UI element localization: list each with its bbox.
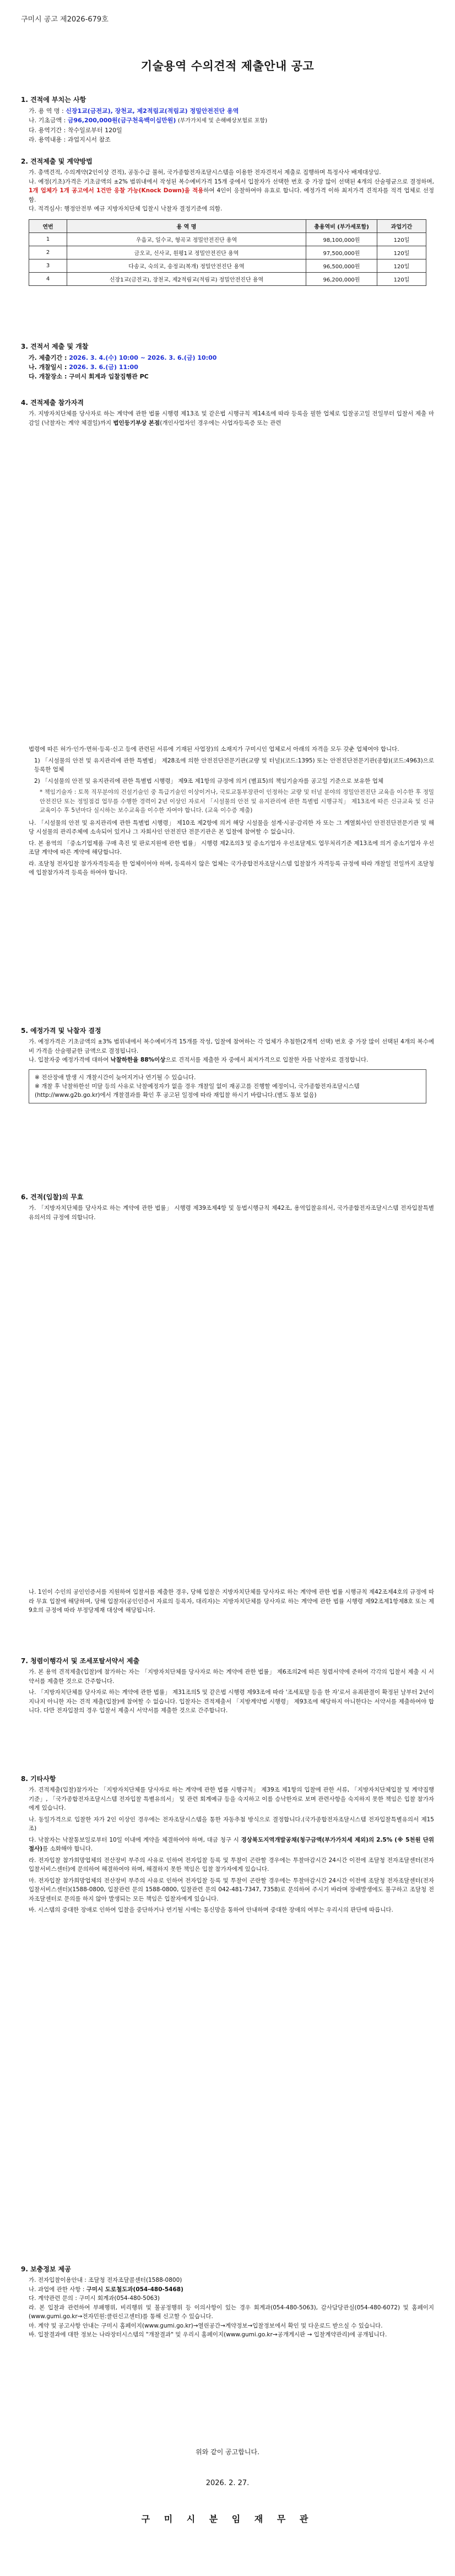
item-service-content: 라. 용역내용 : 과업지시서 참조 bbox=[29, 136, 111, 143]
item-5b-text: 나. 입찰자중 예정가격에 대하여 bbox=[29, 1057, 111, 1063]
item-4d: 라. 조달청 전자입찰 참가자격등록을 한 업체이어야 하며, 등록하지 않은 업체는 국가종합전자조달시스템 입찰참가 자격등록 규정에 따라 개찰일 전일까지 조달청에 입찰참가자격 등록을 하여야 합니다. bbox=[29, 860, 434, 876]
item-base-amount bbox=[29, 116, 434, 126]
col-no: 연번 bbox=[29, 219, 67, 232]
item-4c: 다. 본 용역의 「중소기업제품 구매 촉진 및 판로지원에 관한 법률」 시행령 제2조의3 및 중소기업자 우선조달제도 업무처리기준 제13조에 의거 중소기업자 우선조달 계약에 따른 계약에 해당합니다. bbox=[29, 840, 434, 856]
item-4a-text-end: (개인사업자인 경우에는 사업자등록증 또는 관련 bbox=[160, 419, 281, 426]
section-5 bbox=[21, 1026, 434, 1103]
projects-table bbox=[29, 219, 426, 286]
item-5b bbox=[29, 1056, 434, 1065]
item-7a: 가. 본 용역 견적제출(입찰)에 참가하는 자는 「지방자치단체를 당사자로 하는 계약에 관한 법률」 제6조의2에 따른 청렴서약에 준하여 각각의 입찰서 제출 시 서약서를 제출한 것으로 간주합니다. bbox=[29, 1669, 434, 1685]
item-9b-text: 나. 과업에 관한 사항 : bbox=[29, 2286, 86, 2293]
section-4 bbox=[21, 398, 434, 427]
item-7b: 나. 「지방자치단체를 당사자로 하는 계약에 관한 법률」 제31조의5 및 같은법 시행령 제93조에 따라 '조세포탈 등을 한 자'로서 유죄판결이 확정된 날부터 2년이 지나지 아니한 자는 견적 제출(입찰)에 참여할 수 없습니다. 입찰자는 견적제출서 「지방계약법 시행령」 제93조에 해당하지 아니한다는 서약서를 제출하여야 합니다. 다만 전자입찰의 경우 입찰서 제출시 서약서를 제출한 것으로 간주합니다. bbox=[29, 1689, 434, 1714]
item-8a: 가. 견적제출(입찰)참가자는 「지방자치단체를 당사자로 하는 계약에 관한 법률 시행규칙」 제39조 제1항의 입찰에 관한 서류, 「지방자치단체입찰 및 계약집행기준」, 「국가종합전자조달시스템 전자입찰 특별유의서」 및 관련 회계예규 등을 숙지하고 이를 승낙한자로 보며 관련사항을 숙지하지 못한 책임은 입찰 참가자에게 있습니다. bbox=[29, 1787, 434, 1811]
cell-cost: 97,500,000원 bbox=[306, 246, 377, 259]
service-name-value: 신장1교(금전교), 장천교, 제2적림교(적림교) 정밀안전진단 용역 bbox=[66, 107, 239, 115]
item-4a-note: * 책임기술자 : 토목 직무분야의 건설기술인 중 특급기술인 이상이거나, 국토교통부장관이 인정하는 교량 및 터널 분야의 정밀안전진단 교육을 이수한 후 정밀안전진단 또는 정밀점검 업무를 수행한 경력이 2년 이상인 자로서 「시설물의 안전 및 유지관리에 관한 특별법 시행규칙」 제13조에 따른 신규교육 및 신규교육이수 후 5년마다 실시하는 보수교육을 이수한 자여야 합니다. (교육 이수증 제출) bbox=[40, 789, 434, 814]
item-8d: 라. 전자입찰 참가희망업체의 전산장비 부주의 사유로 인하여 전자입찰 등록 및 투찰이 곤란할 경우에는 투찰마감시간 24시간 이전에 조달청 전자조달센터(전자입찰서비스센터)에 문의하여 해결하여야 하며, 해결하지 못한 책임은 입찰 참가자에게 있습니다. bbox=[29, 1857, 434, 1873]
item-opening-time bbox=[29, 362, 434, 372]
cell-no: 2 bbox=[29, 246, 67, 259]
section-7-heading: 7. 청렴이행각서 및 조세포탈서약서 제출 bbox=[21, 1657, 140, 1665]
item-9b bbox=[29, 2285, 434, 2294]
section-6-heading: 6. 견적(입찰)의 무효 bbox=[21, 1193, 84, 1201]
submit-period-label: 가. 제출기간 : bbox=[29, 354, 67, 361]
document-number: 구미시 공고 제2026-679호 bbox=[21, 15, 109, 24]
opening-time-label: 나. 개찰일시 : bbox=[29, 364, 67, 371]
notice-box: ※ 전산장애 발생 시 개찰시간이 늦어지거나 연기될 수 있습니다. ※ 개찰 후 낙찰하한선 미달 등의 사유로 낙찰예정자가 없을 경우 개찰일 없이 재공고를 진행할 예정이니, 국가종합전자조달시스템(http://www.g2b.go.kr)에서 개찰결과를 확인 후 공고된 일정에 따라 재입찰 하시기 바랍니다.(별도 통보 없음) bbox=[29, 1069, 426, 1103]
item-4a-cont: 법령에 따른 허가·인가·면허·등록·신고 등에 관련된 서류에 기재된 사업장)의 소재지가 구미시인 업체로서 아래의 자격을 모두 갖춘 업체여야 합니다. bbox=[29, 746, 399, 753]
section-8 bbox=[21, 1774, 434, 1915]
item-8f: 바. 시스템의 중대한 장애로 인하여 입찰을 중단하거나 연기될 시에는 통신망을 통하여 안내하며 중대한 장애의 여부는 우리시의 판단에 따릅니다. bbox=[29, 1907, 393, 1913]
section-1 bbox=[21, 95, 434, 144]
cell-period: 120일 bbox=[377, 232, 426, 246]
section-9 bbox=[21, 2264, 434, 2340]
item-4b: 나. 「시설물의 안전 및 유지관리에 관한 특별법 시행령」 제10조 제2항에 의거 해당 시설물을 설계·시공·감리한 자 또는 그 계열회사인 안전진단전문기관 및 해당 시설물의 관리주체에 소속되어 있거나 그 자회사인 안전진단 전문기관은 본 입찰에 참여할 수 없습니다. bbox=[29, 819, 434, 835]
item-9d: 라. 본 입찰과 관련하여 부패행위, 비리행위 및 불공정행위 등 이의사항이 있는 경우 회계과(054-480-5063), 감사담당관실(054-480-6072) 및 홈페이지(www.gumi.go.kr→전자민원:클린신고센터)를 통해 신고할 수 있습니다. bbox=[29, 2304, 434, 2320]
item-submit-period bbox=[29, 353, 434, 362]
cell-no: 4 bbox=[29, 272, 67, 285]
item-5b-text-end: 으로 견적서를 제출한 자 중에서 최저가격으로 입찰한 자를 낙찰자로 결정합니다. bbox=[165, 1057, 369, 1063]
table-row bbox=[29, 272, 426, 285]
cell-service: 다송교, 숙의교, 송정교(복개) 정밀안전진단 용역 bbox=[67, 259, 306, 272]
service-name-label: 가. 용 역 명 : bbox=[29, 107, 64, 115]
cell-cost: 96,200,000원 bbox=[306, 272, 377, 285]
item-8c bbox=[29, 1836, 434, 1854]
item-5a: 가. 예정가격은 기초금액의 ±3% 범위내에서 복수예비가격 15개를 작성, 입찰에 참여하는 각 업체가 추첨한(2개씩 선택) 번호 중 가장 많이 선택된 4개의 복수예비 가격을 산술평균한 금액으로 결정됩니다. bbox=[29, 1038, 434, 1054]
submit-period-value: 2026. 3. 4.(수) 10:00 ~ 2026. 3. 6.(금) 10:00 bbox=[69, 354, 217, 361]
section-3-heading: 3. 견적서 제출 및 개찰 bbox=[21, 343, 89, 350]
base-amount-note: (부가가치세 및 손해배상보험료 포함) bbox=[177, 118, 268, 124]
cell-cost: 96,500,000원 bbox=[306, 259, 377, 272]
cell-period: 120일 bbox=[377, 259, 426, 272]
item-9c: 다. 계약관련 문의 : 구미시 회계과(054-480-5063) bbox=[29, 2295, 160, 2302]
section-5-heading: 5. 예정가격 및 낙찰자 결정 bbox=[21, 1027, 101, 1035]
item-6b: 나. 1인이 수인의 공인인증서를 지원하여 입찰서를 제출한 경우, 당해 입찰은 지방자치단체를 당사자로 하는 계약에 관한 법률 시행규칙 제42조제4호의 규정에 따라 무효 입찰에 해당하며, 당해 입찰자(공인인증서 자료의 등록자, 대리자)는 지방자치단체를 당사자로 하는 계약에 관한 법률 시행령 제92조제1항제8호 또는 제9호의 규정에 따라 부정당제재 대상에 해당됩니다. bbox=[29, 1589, 434, 1614]
section-6 bbox=[21, 1192, 434, 1222]
section-6-continued bbox=[29, 1588, 434, 1615]
page-title: 기술용역 수의견적 제출안내 공고 bbox=[140, 59, 315, 73]
projects-table-wrap bbox=[29, 219, 426, 286]
section-9-heading: 9. 보충정보 제공 bbox=[21, 2265, 71, 2273]
cell-no: 3 bbox=[29, 259, 67, 272]
item-8c-text-end: 를 소화해야 합니다. bbox=[42, 1846, 93, 1852]
item-2a: 가. 총액견적, 수의계약(2인이상 견적), 공동수급 불허, 국가종합전자조달시스템을 이용한 전자견적서 제출로 집행하며 특정사사 배제대상임. bbox=[29, 169, 381, 176]
item-2b-text: 나. 예정(기초)가격은 기초금액의 ±2% 범위내에서 작성된 복수예비가격 15개 중에서 입찰자가 선택한 번호 중 가장 많이 선택된 4개의 산술평균으로 결정하며, bbox=[29, 178, 434, 185]
item-8c-text: 다. 낙찰자는 낙찰통보일로부터 10일 이내에 계약을 체결하여야 하며, 대금 청구 시 bbox=[29, 1836, 241, 1843]
opening-time-value: 2026. 3. 6.(금) 11:00 bbox=[69, 364, 138, 371]
table-row bbox=[29, 232, 426, 246]
issue-date: 2026. 2. 27. bbox=[205, 2479, 250, 2487]
item-8b: 나. 동일가격으로 입찰한 자가 2인 이상인 경우에는 전자조달시스템을 통한 자동추첨 방식으로 결정합니다.(국가종합전자조달시스템 전자입찰특별유의서 제15조) bbox=[29, 1816, 434, 1832]
section-2-heading: 2. 견적제출 및 계약방법 bbox=[21, 158, 93, 165]
item-9e: 마. 계약 및 공고사항 안내는 구미시 홈페이지(www.gumi.go.kr)→열린공간→계약정보→입찰정보에서 확인 및 다운로드 받으실 수 있습니다. bbox=[29, 2322, 383, 2329]
item-service-name bbox=[29, 106, 434, 116]
item-2b-text-end: 하여 4인이 응찰하여야 유효로 합니다. 예정가격 이하 최저가격 견적자를 적격 업체로 선정함. bbox=[29, 187, 434, 203]
cell-cost: 98,100,000원 bbox=[306, 232, 377, 246]
table-row bbox=[29, 259, 426, 272]
closing-text: 위와 같이 공고합니다. bbox=[196, 2448, 259, 2456]
section-8-heading: 8. 기타사항 bbox=[21, 1775, 56, 1783]
item-9b-bold: 구미시 도로철도과(054-480-5468) bbox=[86, 2286, 183, 2293]
col-cost: 총용역비 (부가세포함) bbox=[306, 219, 377, 232]
item-2c: 다. 적격심사: 행정안전부 예규 지방자치단체 입찰시 낙찰자 결정기준에 의함. bbox=[29, 205, 223, 212]
section-3 bbox=[21, 342, 434, 381]
table-row bbox=[29, 246, 426, 259]
cell-period: 120일 bbox=[377, 246, 426, 259]
base-amount-value: 금96,200,000원(금구천육백이십만원) bbox=[67, 117, 176, 124]
item-9f: 바. 입찰결과에 대한 정보는 나라장터시스템의 "개찰결과" 및 우리시 홈페이지(www.gumi.go.kr→공개게시판 → 입찰계약관리)에 공개됩니다. bbox=[29, 2331, 387, 2338]
cell-service: 신장1교(금전교), 장천교, 제2적림교(적림교) 정밀안전진단 용역 bbox=[67, 272, 306, 285]
table-header-row bbox=[29, 219, 426, 232]
item-4a-2: 2) 「시설물의 안전 및 유지관리에 관한 특별법 시행령」 제9조 제1항의 규정에 의거 (별표5)의 책임기술자를 공고일 기준으로 보유한 업체 bbox=[34, 777, 384, 784]
item-9a: 가. 전자입찰이용안내 : 조달청 전자조달콜센터(1588-0800) bbox=[29, 2277, 182, 2283]
item-4a bbox=[29, 409, 434, 427]
section-4-continued bbox=[29, 745, 434, 878]
item-4a-text: 가. 지방자치단체를 당사자로 하는 계약에 관한 법률 시행령 제13조 및 같은법 시행규칙 제14조에 따라 등록을 필한 업체로 입찰공고일 전일부터 입찰서 제출 마감일 (낙찰자는 계약 체결일)까지 bbox=[29, 410, 434, 426]
section-2 bbox=[21, 156, 434, 286]
item-2b bbox=[29, 177, 434, 205]
item-2b-highlight: 1개 업체가 1개 공고에서 1건만 응찰 가능(Knock Down)을 적용 bbox=[29, 187, 204, 194]
item-5b-bold: 낙찰하한율 88%이상 bbox=[110, 1057, 166, 1063]
section-7 bbox=[21, 1656, 434, 1715]
base-amount-label: 나. 기초금액 : bbox=[29, 117, 66, 124]
issuer-signature: 구 미 시 분 임 재 무 관 bbox=[141, 2514, 314, 2524]
item-8e: 마. 전자입찰 참가희망업체의 전산장비 부주의 사유로 인하여 전자입찰 등록 및 투찰이 곤란할 경우에는 투찰마감시간 24시간 이전에 조달청 전자조달센터(전자입찰서비스센터)(1588-0800, 입찰관련 문의 1588-0800, 입찰관련 문의 042-481-7347, 7358)로 문의하여 주시기 바라며 장애발생에도 불구하고 조달청 전자조달센터로 문의를 하지 않아 발생되는 모든 책임은 입찰자에게 있습니다. bbox=[29, 1877, 434, 1902]
section-4-heading: 4. 견적제출 참가자격 bbox=[21, 399, 84, 407]
col-service: 용 역 명 bbox=[67, 219, 306, 232]
col-period: 과업기간 bbox=[377, 219, 426, 232]
item-6a: 가. 「지방자치단체를 당사자로 하는 계약에 관한 법률」 시행령 제39조제4항 및 동법시행규칙 제42조, 용역입찰유의서, 국가종합전자조달시스템 전자입찰특별유의서의 규정에 의합니다. bbox=[29, 1205, 434, 1221]
item-4a-1: 1) 「시설물의 안전 및 유지관리에 관한 특별법」 제28조에 의한 안전진단전문기관(교량 및 터널)(코드:1395) 또는 안전진단전문기관(종합)(코드:4963)으로 등록한 업체 bbox=[34, 757, 434, 773]
cell-service: 금오교, 신사교, 원평1교 정밀안전진단 용역 bbox=[67, 246, 306, 259]
cell-period: 120일 bbox=[377, 272, 426, 285]
cell-no: 1 bbox=[29, 232, 67, 246]
item-8c-bold: 경상북도지역개발공채(청구금액(부가가치세 제외)의 2.5% (※ 5천원 단위 절사) bbox=[29, 1836, 435, 1852]
section-1-heading: 1. 견적에 부치는 사항 bbox=[21, 96, 86, 104]
cell-service: 우읍교, 일수교, 형곡교 정밀안전진단 용역 bbox=[67, 232, 306, 246]
item-opening-place: 다. 개찰장소 : 구미시 회계과 입찰집행관 PC bbox=[29, 373, 149, 380]
item-service-period: 다. 용역기간 : 착수일로부터 120일 bbox=[29, 127, 122, 134]
item-4a-bold: 법인등기부상 본점 bbox=[113, 419, 160, 426]
